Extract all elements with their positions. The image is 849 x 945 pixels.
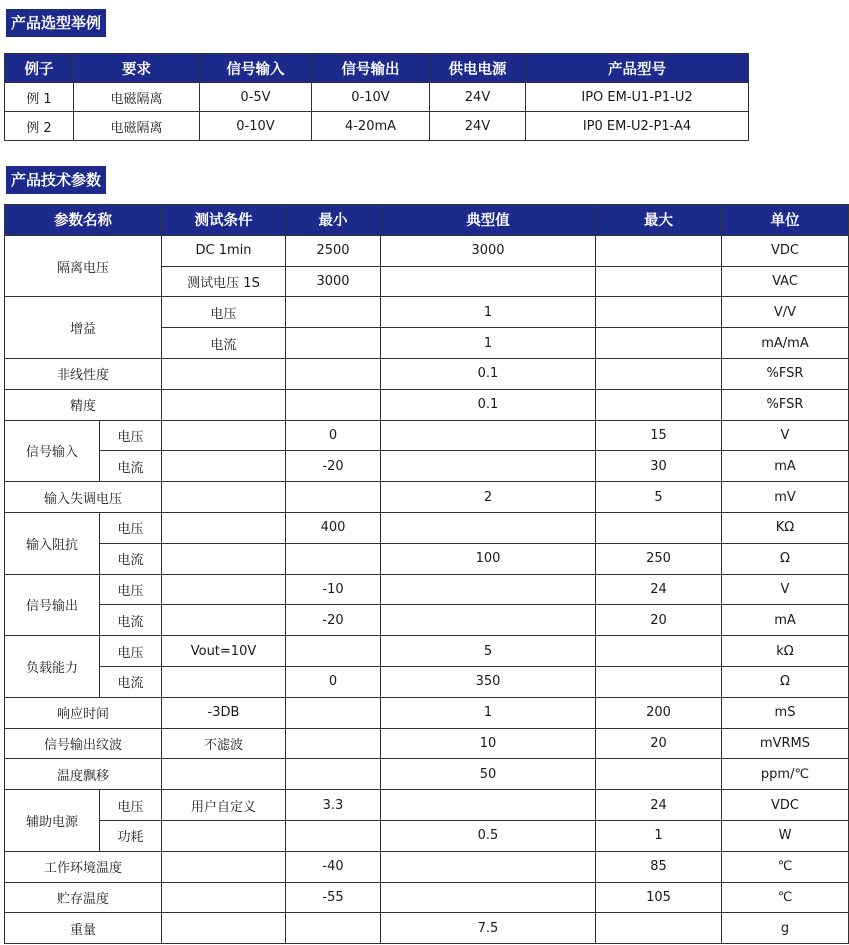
cell-max: 5: [596, 482, 722, 513]
cell-min: 3000: [286, 266, 381, 297]
cell-condition: DC 1min: [162, 235, 286, 266]
cell-unit: VAC: [722, 266, 849, 297]
cell-unit: Ω: [722, 543, 849, 574]
cell-condition: [162, 759, 286, 790]
table-row: [5, 790, 849, 821]
cell-sub-parameter: 电流: [100, 543, 162, 574]
cell-max: 24: [596, 790, 722, 821]
cell-typical: [381, 512, 596, 543]
section-title-specs: 产品技术参数: [6, 166, 106, 194]
table-row: [5, 759, 849, 790]
cell-typical: 10: [381, 728, 596, 759]
cell-max: [596, 297, 722, 328]
cell-sub-parameter: 电压: [100, 512, 162, 543]
cell-min: -10: [286, 574, 381, 605]
cell-parameter-name: 贮存温度: [5, 882, 162, 913]
table-row: [5, 728, 849, 759]
cell-condition: [162, 543, 286, 574]
cell-min: -20: [286, 605, 381, 636]
cell-typical: 2: [381, 482, 596, 513]
cell-condition: [162, 820, 286, 851]
cell-min: [286, 482, 381, 513]
cell-condition: [162, 913, 286, 944]
cell-unit: mVRMS: [722, 728, 849, 759]
cell-sub-parameter: 功耗: [100, 820, 162, 851]
cell-typical: [381, 451, 596, 482]
cell-max: [596, 913, 722, 944]
cell-unit: g: [722, 913, 849, 944]
cell-condition: Vout=10V: [162, 636, 286, 667]
column-header-max: 最大: [596, 205, 722, 236]
cell-power-supply: 24V: [430, 112, 526, 141]
cell-unit: VDC: [722, 235, 849, 266]
cell-min: [286, 328, 381, 359]
cell-parameter-name: 隔离电压: [5, 235, 162, 297]
cell-unit: %FSR: [722, 358, 849, 389]
table-row: [5, 358, 849, 389]
cell-unit: W: [722, 820, 849, 851]
cell-max: 15: [596, 420, 722, 451]
cell-min: [286, 913, 381, 944]
cell-condition: [162, 358, 286, 389]
cell-min: 2500: [286, 235, 381, 266]
cell-typical: 1: [381, 297, 596, 328]
cell-typical: 3000: [381, 235, 596, 266]
cell-parameter-name: 输入阻抗: [5, 512, 100, 574]
cell-typical: 0.1: [381, 358, 596, 389]
cell-min: [286, 820, 381, 851]
cell-model: IPO EM-U1-P1-U2: [526, 83, 749, 112]
cell-typical: [381, 790, 596, 821]
cell-max: 24: [596, 574, 722, 605]
cell-condition: [162, 389, 286, 420]
table-row: [5, 389, 849, 420]
cell-condition: [162, 574, 286, 605]
cell-max: 1: [596, 820, 722, 851]
cell-min: [286, 358, 381, 389]
cell-sub-parameter: 电压: [100, 574, 162, 605]
cell-parameter-name: 温度飘移: [5, 759, 162, 790]
cell-sub-parameter: 电压: [100, 790, 162, 821]
cell-max: [596, 235, 722, 266]
cell-parameter-name: 辅助电源: [5, 790, 100, 852]
cell-condition: [162, 605, 286, 636]
cell-parameter-name: 负载能力: [5, 636, 100, 698]
cell-min: -55: [286, 882, 381, 913]
cell-parameter-name: 重量: [5, 913, 162, 944]
column-header-parameter: 参数名称: [5, 205, 162, 236]
cell-parameter-name: 响应时间: [5, 697, 162, 728]
cell-unit: V: [722, 574, 849, 605]
cell-signal-input: 0-10V: [200, 112, 312, 141]
cell-max: 105: [596, 882, 722, 913]
cell-max: 20: [596, 605, 722, 636]
cell-min: -40: [286, 851, 381, 882]
cell-parameter-name: 信号输出: [5, 574, 100, 636]
cell-parameter-name: 信号输入: [5, 420, 100, 482]
cell-condition: 电压: [162, 297, 286, 328]
cell-model: IP0 EM-U2-P1-A4: [526, 112, 749, 141]
cell-min: [286, 543, 381, 574]
cell-power-supply: 24V: [430, 83, 526, 112]
cell-typical: 0.1: [381, 389, 596, 420]
cell-condition: 不滤波: [162, 728, 286, 759]
cell-min: [286, 759, 381, 790]
cell-unit: KΩ: [722, 512, 849, 543]
cell-condition: 电流: [162, 328, 286, 359]
cell-parameter-name: 输入失调电压: [5, 482, 162, 513]
cell-signal-output: 0-10V: [312, 83, 430, 112]
cell-min: 0: [286, 666, 381, 697]
cell-min: [286, 297, 381, 328]
cell-min: 0: [286, 420, 381, 451]
cell-unit: mA/mA: [722, 328, 849, 359]
table-row: [5, 512, 849, 543]
column-header-min: 最小: [286, 205, 381, 236]
cell-condition: 用户自定义: [162, 790, 286, 821]
cell-max: 85: [596, 851, 722, 882]
cell-max: [596, 512, 722, 543]
cell-requirement: 电磁隔离: [74, 112, 200, 141]
cell-min: 3.3: [286, 790, 381, 821]
cell-typical: [381, 851, 596, 882]
table-row: [5, 820, 849, 851]
cell-condition: [162, 420, 286, 451]
table-row: [5, 420, 849, 451]
technical-parameters-table: [4, 204, 849, 944]
cell-sub-parameter: 电流: [100, 451, 162, 482]
cell-typical: 0.5: [381, 820, 596, 851]
cell-sub-parameter: 电流: [100, 666, 162, 697]
table-row: [5, 297, 849, 328]
cell-example: 例 2: [5, 112, 74, 141]
column-header-example: 例子: [5, 54, 74, 83]
cell-typical: 1: [381, 697, 596, 728]
table-row: [5, 913, 849, 944]
cell-parameter-name: 非线性度: [5, 358, 162, 389]
cell-typical: 7.5: [381, 913, 596, 944]
column-header-power-supply: 供电电源: [430, 54, 526, 83]
table-row: [5, 482, 849, 513]
table-row: [5, 636, 849, 667]
column-header-unit: 单位: [722, 205, 849, 236]
cell-condition: [162, 482, 286, 513]
cell-max: 30: [596, 451, 722, 482]
cell-typical: 350: [381, 666, 596, 697]
table-row: [5, 235, 849, 266]
section-title-selection: 产品选型举例: [6, 9, 106, 37]
cell-unit: ℃: [722, 851, 849, 882]
table-row: [5, 605, 849, 636]
cell-max: [596, 389, 722, 420]
cell-unit: %FSR: [722, 389, 849, 420]
cell-requirement: 电磁隔离: [74, 83, 200, 112]
cell-typical: [381, 574, 596, 605]
cell-typical: [381, 266, 596, 297]
table-row: [5, 543, 849, 574]
table-row: [5, 83, 749, 112]
cell-unit: Ω: [722, 666, 849, 697]
table-row: [5, 882, 849, 913]
cell-condition: [162, 451, 286, 482]
cell-condition: [162, 666, 286, 697]
cell-max: [596, 358, 722, 389]
cell-min: [286, 728, 381, 759]
cell-parameter-name: 精度: [5, 389, 162, 420]
cell-sub-parameter: 电压: [100, 636, 162, 667]
cell-unit: mA: [722, 451, 849, 482]
cell-signal-output: 4-20mA: [312, 112, 430, 141]
table-header-row: [5, 205, 849, 236]
selection-example-table: [4, 53, 749, 141]
cell-unit: mA: [722, 605, 849, 636]
cell-max: [596, 759, 722, 790]
cell-sub-parameter: 电流: [100, 605, 162, 636]
cell-unit: VDC: [722, 790, 849, 821]
cell-typical: [381, 882, 596, 913]
cell-min: 400: [286, 512, 381, 543]
cell-max: 20: [596, 728, 722, 759]
column-header-signal-input: 信号输入: [200, 54, 312, 83]
cell-condition: -3DB: [162, 697, 286, 728]
cell-max: 200: [596, 697, 722, 728]
cell-unit: ppm/℃: [722, 759, 849, 790]
column-header-model: 产品型号: [526, 54, 749, 83]
cell-max: [596, 328, 722, 359]
cell-max: [596, 266, 722, 297]
cell-typical: 100: [381, 543, 596, 574]
cell-unit: mV: [722, 482, 849, 513]
cell-max: 250: [596, 543, 722, 574]
cell-unit: V: [722, 420, 849, 451]
cell-min: [286, 636, 381, 667]
cell-example: 例 1: [5, 83, 74, 112]
cell-typical: [381, 420, 596, 451]
cell-condition: [162, 882, 286, 913]
table-row: [5, 666, 849, 697]
cell-sub-parameter: 电压: [100, 420, 162, 451]
column-header-signal-output: 信号输出: [312, 54, 430, 83]
cell-condition: [162, 851, 286, 882]
table-row: [5, 574, 849, 605]
cell-typical: 1: [381, 328, 596, 359]
cell-condition: 测试电压 1S: [162, 266, 286, 297]
column-header-typical: 典型值: [381, 205, 596, 236]
table-row: [5, 112, 749, 141]
cell-parameter-name: 信号输出纹波: [5, 728, 162, 759]
cell-parameter-name: 增益: [5, 297, 162, 359]
table-row: [5, 451, 849, 482]
cell-unit: V/V: [722, 297, 849, 328]
cell-unit: ℃: [722, 882, 849, 913]
cell-typical: 5: [381, 636, 596, 667]
table-row: [5, 851, 849, 882]
cell-max: [596, 636, 722, 667]
column-header-requirement: 要求: [74, 54, 200, 83]
cell-typical: [381, 605, 596, 636]
cell-min: -20: [286, 451, 381, 482]
column-header-condition: 测试条件: [162, 205, 286, 236]
cell-unit: kΩ: [722, 636, 849, 667]
cell-signal-input: 0-5V: [200, 83, 312, 112]
cell-max: [596, 666, 722, 697]
cell-condition: [162, 512, 286, 543]
table-row: [5, 697, 849, 728]
table-header-row: [5, 54, 749, 83]
cell-min: [286, 389, 381, 420]
cell-unit: mS: [722, 697, 849, 728]
cell-typical: 50: [381, 759, 596, 790]
technical-parameters-body: [5, 235, 849, 943]
cell-parameter-name: 工作环境温度: [5, 851, 162, 882]
cell-min: [286, 697, 381, 728]
